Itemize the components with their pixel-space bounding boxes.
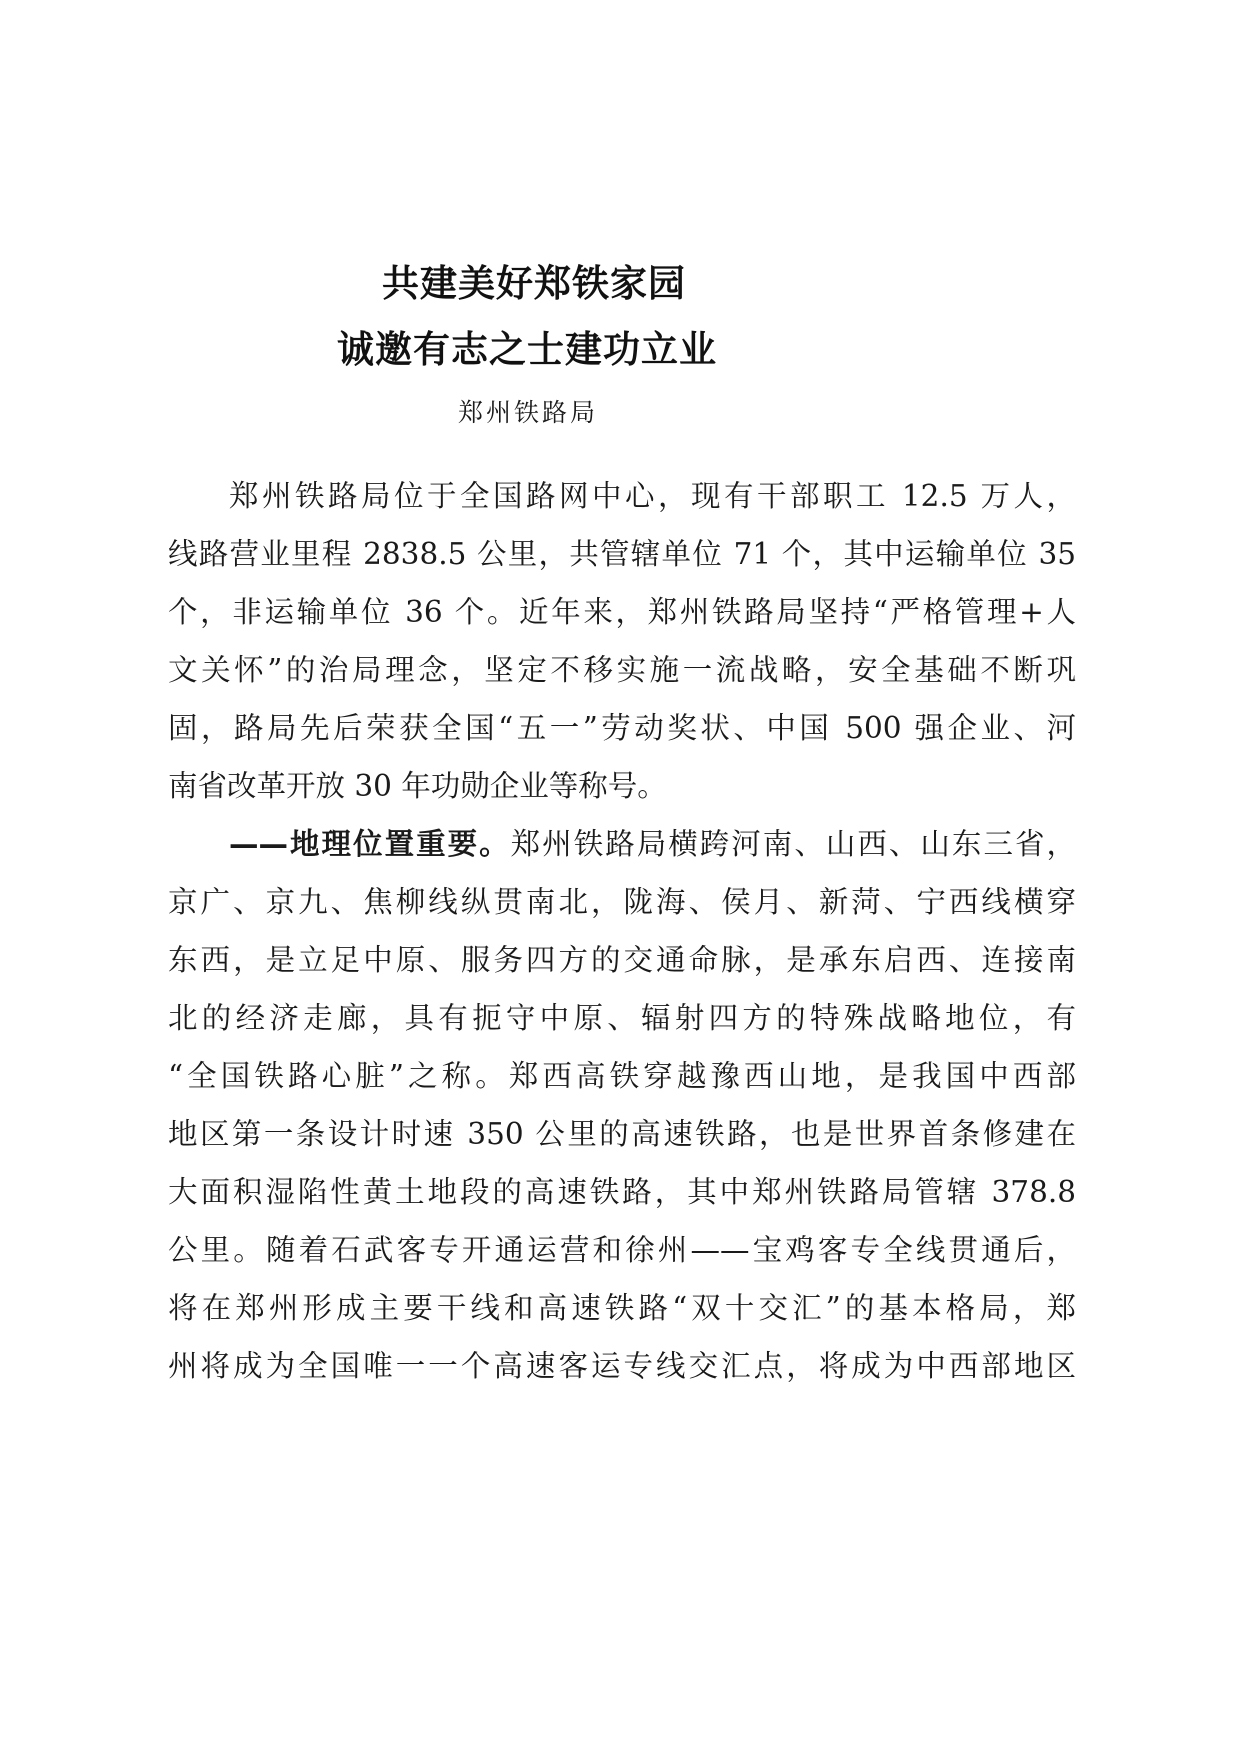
paragraph-2-first-line	[229, 824, 1076, 864]
paragraph-2-line: 东西，是立足中原、服务四方的交通命脉，是承东启西、连接南	[168, 943, 1076, 977]
paragraph-2-text: 郑州铁路局横跨河南、山西、山东三省，	[510, 827, 1076, 861]
paragraph-1-line: 个，非运输单位 36 个。近年来，郑州铁路局坚持“严格管理+人	[168, 595, 1076, 629]
author: 郑州铁路局	[458, 398, 599, 427]
paragraph-2-line: 京广、京九、焦柳线纵贯南北，陇海、侯月、新菏、宁西线横穿	[168, 885, 1076, 919]
paragraph-2-line: 州将成为全国唯一一个高速客运专线交汇点，将成为中西部地区	[168, 1349, 1076, 1383]
paragraph-2-line: 将在郑州形成主要干线和高速铁路“双十交汇”的基本格局，郑	[168, 1291, 1076, 1325]
paragraph-2-line: 地区第一条设计时速 350 公里的高速铁路，也是世界首条修建在	[168, 1117, 1076, 1151]
title-line-1: 共建美好郑铁家园	[382, 262, 686, 305]
paragraph-1-line: 固，路局先后荣获全国“五一”劳动奖状、中国 500 强企业、河	[168, 711, 1076, 745]
paragraph-1-line: 郑州铁路局位于全国路网中心，现有干部职工 12.5 万人，	[229, 479, 1076, 513]
paragraph-2-line: “全国铁路心脏”之称。郑西高铁穿越豫西山地，是我国中西部	[168, 1059, 1076, 1093]
paragraph-2-line: 北的经济走廊，具有扼守中原、辐射四方的特殊战略地位，有	[168, 1001, 1076, 1035]
paragraph-1-line: 线路营业里程 2838.5 公里，共管辖单位 71 个，其中运输单位 35	[168, 537, 1076, 571]
title-line-2: 诚邀有志之士建功立业	[337, 328, 717, 371]
paragraph-1-line: 南省改革开放 30 年功勋企业等称号。	[168, 769, 667, 803]
paragraph-2-line: 大面积湿陷性黄土地段的高速铁路，其中郑州铁路局管辖 378.8	[168, 1175, 1076, 1209]
paragraph-1-line: 文关怀”的治局理念，坚定不移实施一流战略，安全基础不断巩	[168, 653, 1076, 687]
section-heading: ——地理位置重要。	[229, 827, 511, 861]
paragraph-2-line: 公里。随着石武客专开通运营和徐州——宝鸡客专全线贯通后，	[168, 1233, 1076, 1267]
